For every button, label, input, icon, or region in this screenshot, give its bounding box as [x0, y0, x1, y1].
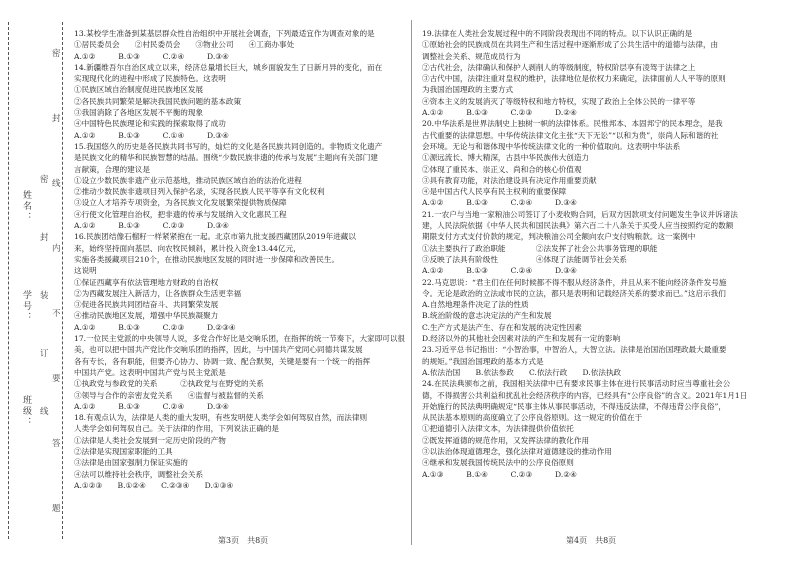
text-line: 会环境。无论与和谐体现中华传统法律文化的一种价值取向。这表明中华法系 — [422, 141, 681, 151]
text-line: A.自然地理条件决定了法的性质 — [422, 300, 529, 310]
text-line: ②既发挥道德的规范作用，又发挥法律的教化作用 — [422, 435, 590, 445]
text-line: D.经济以外的其他社会因素对法的产生和发展有一定的影响 — [422, 334, 621, 344]
text-line: ①保证西藏享有依法管理地方财政的自治权 — [74, 277, 219, 287]
text-line: ②推动少数民族非遗项目列入保护名录，实现各民族人民平等享有文化权利 — [74, 187, 325, 197]
binding-dash-line-outer — [8, 22, 9, 539]
text-line: ②为西藏发展注入新活力，让各族群众生活更幸福 — [74, 288, 242, 298]
text-line: ③具有教育功能，对法治建设具有决定作用重要贡献 — [422, 175, 597, 185]
text-line: 24.在民法典颁布之前，我国相关法律中已有要求民事主体在进行民事活动时应当尊重社会公 — [422, 379, 731, 389]
binding-margin — [0, 0, 66, 561]
seal-char: 要 — [52, 373, 61, 384]
text-line: C.生产方式是法产生、存在和发展的决定性因素 — [422, 322, 582, 332]
text-line: ①设立少数民族非遗产业示范基地，推动民族区域自治的法治化进程 — [74, 175, 302, 185]
text-line: 来，始终坚持面向基层、向农牧民倾斜，累计投入资金13.44亿元， — [74, 243, 301, 253]
text-line: 从民法基本原则的高度确立了公序良俗原则。这一规定的价值在于 — [422, 413, 643, 423]
text-line: ①源远流长、博大精深，古县中华民族伟大创造力 — [422, 153, 590, 163]
text-line: A.①② B.①③ C.②④ D.③④ — [74, 51, 229, 61]
text-line: 17.一位民主党派的中央领导人说，多党合作好比是交响乐团，在指挥的统一节奏下，大家即可以很 — [74, 334, 406, 344]
text-line: ④行使文化管理自治权，把非遗的传承与发展纳入文化惠民工程 — [74, 209, 287, 219]
text-line: 实现现代化的进程中形成了民族特色。这表明 — [74, 74, 226, 84]
text-line: ①民族区域自治制度促进民族地区发展 — [74, 85, 204, 95]
text-line: B.统治阶级的意志决定法的产生和发展 — [422, 311, 552, 321]
text-line: 人类学会如何驾驭自己。关于法律的作用，下列说法正确的是 — [74, 424, 280, 434]
text-line: 中国共产党。这表明中国共产党与民主党派是 — [74, 367, 226, 377]
id-label: 学号： — [21, 290, 31, 323]
text-line: 是民族文化的精华和民族智慧的结晶。围绕“少数民族非遗的传承与发展”主题向有关部门建 — [74, 153, 378, 163]
text-line: 德，不得损害公共利益和扰乱社会经济秩序的内容，已经具有“公序良俗”的含义。2021年1月1日 — [422, 390, 748, 400]
name-label: 姓名： — [21, 190, 31, 223]
page-number-right: 第4页 共8页 — [566, 536, 617, 545]
text-line: 开始施行的民法典明确规定“民事主体从事民事活动，不得违反法律，不得违背公序良俗”， — [422, 401, 726, 411]
text-line: A.依法治国 B.依法参政 C.依法行政 D.依法执政 — [422, 367, 622, 377]
text-line: 美，也可以把中国共产党比作交响乐团的指挥，因此，与中国共产党同心同德共谋发展 — [74, 345, 363, 355]
seal-char: 不 — [52, 308, 61, 319]
text-line: ①法律是人类社会发展到一定历史阶段的产物 — [74, 435, 226, 445]
text-line: 21.一农户与当地一家粮油公司签订了小麦收购合同，后双方因款项支付问题发生争议并诉诸法 — [422, 209, 738, 219]
text-line: A.①②③ B.①②④ C.②③④ D.①③④ — [74, 480, 234, 490]
text-line: 言献策，合理的建议是 — [74, 164, 150, 174]
seal-char: 装 — [40, 291, 49, 301]
text-line: ④法可以维持社会秩序，调整社会关系 — [74, 469, 204, 479]
text-line: A.①② B.①③ C.②④ D.③④ — [422, 266, 577, 276]
page-number-left: 第3页 共8页 — [218, 536, 269, 545]
text-line: A.①② B.①③ C.②④ D.③④ — [74, 401, 229, 411]
text-line: ③促进各民族共同团结奋斗、共同繁荣发展 — [74, 300, 219, 310]
text-line: 19.法律在人类社会发展过程中的不同阶段表现出不同的特点。以下认识正确的是 — [422, 29, 693, 38]
text-line: 实施各类援藏项目210个，在推动民族地区发展的同时进一步保障和改善民生。 — [74, 254, 340, 264]
text-line: ②体现了重民本、崇正义、尚和合的核心价值观 — [422, 164, 582, 174]
text-line: ①原始社会的民族成员在共同生产和生活过程中逐渐形成了公共生活中的道德与法律，由 — [422, 40, 719, 50]
text-line: ③以法治体现道德理念，强化法律对道德建设的推动作用 — [422, 446, 612, 456]
text-line: ④资本主义的发展消灭了等级特权和地方特权，实现了政治上全体公民的一律平等 — [422, 96, 696, 106]
text-line: ②各民族共同繁荣是解决我国民族问题的基本政策 — [74, 96, 242, 106]
text-line: ①执政党与参政党的关系 ②执政党与在野党的关系 — [74, 379, 264, 389]
text-line: ①法主要执行了政治职能 ②法发挥了社会公共事务管理的职能 — [422, 243, 658, 253]
text-line: 令。无论是政治的立法或市民的立法，都只是表明和记载经济关系的要求而已。”这启示我们 — [422, 288, 726, 298]
seal-char: 题 — [52, 503, 61, 514]
text-line: ③领导与合作的亲密友党关系 ④监督与被监督的关系 — [74, 390, 264, 400]
seal-line-text — [52, 20, 61, 540]
text-line: ③设立人才培养专项资金，为各民族文化发展繁荣提供物质保障 — [74, 198, 287, 208]
seal-line-text-2 — [40, 150, 49, 440]
text-line: A.①② B.①③ C.②③ D.②④ — [422, 108, 577, 118]
seal-char: 密 — [40, 175, 49, 185]
right-page-column — [422, 28, 767, 480]
seal-char: 封 — [40, 233, 49, 243]
seal-char: 答 — [52, 438, 61, 449]
text-line: 各有专长，各有职能，但要齐心协力、协调一致、配合默契，关键是要有一个统一的指挥 — [74, 356, 371, 366]
binding-dash-line-inner — [62, 22, 63, 539]
text-line: ④是中国古代人民享有民主权利的重要保障 — [422, 187, 567, 197]
text-line: ④继承和发展我国传统民法中的公序良俗原则 — [422, 458, 574, 468]
text-line: 15.我国悠久的历史是各民族共同书写的，灿烂的文化是各民族共同创造的。非物质文化遗产 — [74, 141, 383, 151]
text-line: 14.新疆维吾尔自治区成立以来，经济总量增长巨大，城乡面貌发生了日新月异的变化，而在 — [74, 62, 383, 72]
text-line: ③古代中国，法律注重对皇权的维护，法律地位是依权力来确定，法律面前人人平等的原则 — [422, 74, 726, 84]
text-line: 为我国治国理政的主要方式 — [422, 85, 514, 95]
text-line: 这说明 — [74, 266, 97, 276]
seal-char: 封 — [52, 113, 61, 124]
text-line: ①居民委员会 ②村民委员会 ③物业公司 ④工商办事处 — [74, 40, 295, 50]
seal-char: 内 — [52, 243, 61, 254]
text-line: 23.习近平总书记指出：“小智治事，中智治人，大智立法。法律是治国治国理政最大最重要 — [422, 345, 727, 355]
text-line: ①把道德引入法律文本，为法律提供价值依托 — [422, 424, 574, 434]
text-line: ②古代社会，法律确认和保护人剥削人的等级制度，特权阶层享有凌驾于法律之上 — [422, 62, 696, 72]
text-line: A.①③ B.①④ C.②③ D.②④ — [422, 469, 577, 479]
seal-char: 线 — [52, 178, 61, 189]
text-line: 18.有观点认为，法律是人类的重大发明，有些发明使人类学会如何驾驭自然，而法律则 — [74, 413, 368, 423]
text-line: 调整社会关系、规范成员行为 — [422, 51, 521, 61]
text-line: ③反映了法具有阶级性 ④体现了法能调节社会关系 — [422, 254, 628, 264]
text-line: ④推动民族地区发展，增强中华民族凝聚力 — [74, 311, 219, 321]
text-line: 22.马克思说：“君主们在任何时候都不得不服从经济条件，并且从来不能向经济条件发号施 — [422, 277, 727, 287]
text-line: 20.中华法系是世界法制史上独树一帜的法律体系。民惟邦本、本固邦宁的民本理念，是我 — [422, 119, 723, 129]
page-divider — [411, 20, 412, 545]
text-line: A.①② B.①③ C.②④ D.③④ — [422, 198, 577, 208]
text-line: A.①② B.①③ C.②③ D.③④ — [74, 221, 229, 231]
text-line: ②法律是实现国家职能的工具 — [74, 446, 173, 456]
text-line: 建，人民法院依据《中华人民共和国民法典》第六百二十八条关于买受人应当按照约定的数额 — [422, 221, 734, 231]
text-line: ③法律是由国家强制力保证实施的 — [74, 458, 188, 468]
text-line: 期限支付方式支付价款的规定，判决粮油公司全额向农户支付购粮款。这一案例中 — [422, 232, 696, 242]
text-line: 13.某校学生准备到某基层群众性自治组织中开展社会调查，下列最适宜作为调查对象的是 — [74, 29, 375, 38]
text-line: A.①② B.①③ C.②③ D.②③④ — [74, 322, 236, 332]
text-line: ③我国消除了各地区发展不平衡的现象 — [74, 108, 204, 118]
text-line: 16.民族团结像石榴籽一样紧紧抱在一起。北京市第九批支援西藏团队2019年进藏以 — [74, 232, 356, 242]
class-label: 班级： — [21, 395, 31, 428]
seal-char: 线 — [40, 407, 49, 417]
seal-char: 密 — [52, 48, 61, 59]
text-line: 古代重要的法律思想。中华传统法律文化主张“天下无讼”“以和为贵”，崇尚人际和谐的社 — [422, 130, 719, 140]
seal-char: 订 — [40, 349, 49, 359]
text-line: ④中国特色民族理论和实践的探索取得了成功 — [74, 119, 226, 129]
text-line: 的规矩。”我国治国理政的基本方式是 — [422, 356, 544, 366]
left-page-column — [74, 28, 414, 491]
text-line: A.①② B.①③ C.①④ D.③④ — [74, 130, 229, 140]
